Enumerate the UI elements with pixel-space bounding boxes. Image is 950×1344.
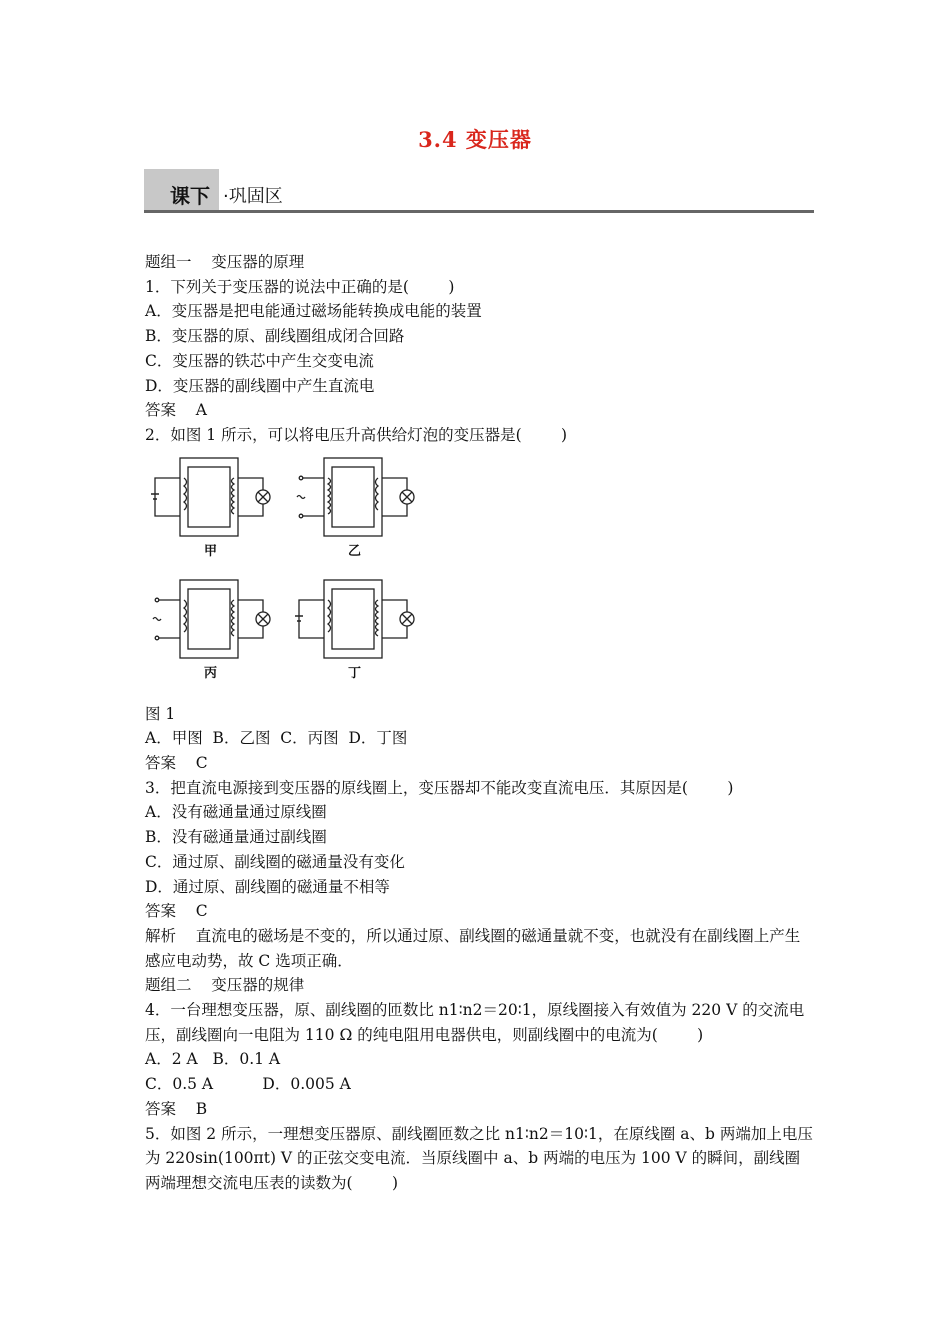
diagram-yi xyxy=(297,458,414,536)
text-line: 4．一台理想变压器，原、副线圈的匝数比 n1∶n2＝20∶1，原线圈接入有效值为 220 V 的交流电压，副线圈向一电阻为 110 Ω 的纯电阻用电器供电，则副线圈中的电流为( ) xyxy=(145,1001,805,1044)
question-block-2 xyxy=(145,702,813,1196)
section-banner xyxy=(144,169,814,214)
text-line: D．通过原、副线圈的磁通量不相等 xyxy=(145,877,390,896)
text-line: A．2 A B．0.1 A xyxy=(145,1050,281,1069)
page-title: 3.4 变压器 xyxy=(418,127,532,152)
text-line: 5．如图 2 所示，一理想变压器原、副线圈匝数之比 n1∶n2＝10∶1，在原线圈 a、b 两端加上电压为 220sin(100πt) V 的正弦交变电流．当原线圈中 a、b 两端的电压为 100 V 的瞬间，副线圈两端理想交流电压表的读数为( ) xyxy=(145,1124,813,1192)
text-line: 题组一 变压器的原理 xyxy=(145,253,305,271)
text-line: 2．如图 1 所示，可以将电压升高供给灯泡的变压器是( ) xyxy=(145,425,568,444)
figure-1 xyxy=(145,454,445,694)
text-line: 题组二 变压器的规律 xyxy=(145,976,305,995)
text-line: C．0.5 A D．0.005 A xyxy=(145,1075,351,1094)
diagram-ding xyxy=(295,580,414,658)
text-line: D．变压器的副线圈中产生直流电 xyxy=(145,376,375,395)
text-line: 答案 B xyxy=(145,1099,208,1118)
text-line: 解析 直流电的磁场是不变的，所以通过原、副线圈的磁通量就不变，也就没有在副线圈上产生感应电动势，故 C 选项正确． xyxy=(145,926,801,970)
text-line: A．没有磁通量通过原线圈 xyxy=(145,803,327,822)
text-line: 答案 C xyxy=(145,902,208,921)
text-line: 答案 C xyxy=(145,754,208,773)
text-line: 图 1 xyxy=(145,704,176,723)
caption-bing: 丙 xyxy=(204,665,218,681)
banner-section-label: ·巩固区 xyxy=(223,186,283,207)
text-line: B．变压器的原、副线圈组成闭合回路 xyxy=(145,327,405,346)
text-line: B．没有磁通量通过副线圈 xyxy=(145,828,327,847)
caption-ding: 丁 xyxy=(348,665,362,681)
document-body xyxy=(145,250,813,1196)
banner-tab-label: 课下 xyxy=(170,184,210,208)
text-line: C．变压器的铁芯中产生交变电流 xyxy=(145,351,374,370)
question-block-1 xyxy=(145,250,813,448)
banner-rule xyxy=(144,210,814,213)
transformer-diagrams xyxy=(145,454,445,694)
caption-yi: 乙 xyxy=(348,543,362,559)
text-line: 答案 A xyxy=(145,401,207,420)
text-line: A．甲图 B．乙图 C．丙图 D．丁图 xyxy=(145,729,408,748)
text-line: A．变压器是把电能通过磁场能转换成电能的装置 xyxy=(145,302,482,321)
text-line: 3．把直流电源接到变压器的原线圈上，变压器却不能改变直流电压．其原因是( ) xyxy=(145,778,734,797)
diagram-jia xyxy=(151,458,270,536)
text-line: 1．下列关于变压器的说法中正确的是( ) xyxy=(145,277,455,296)
caption-jia: 甲 xyxy=(204,543,218,559)
diagram-bing xyxy=(153,580,270,658)
text-line: C．通过原、副线圈的磁通量没有变化 xyxy=(145,852,405,871)
